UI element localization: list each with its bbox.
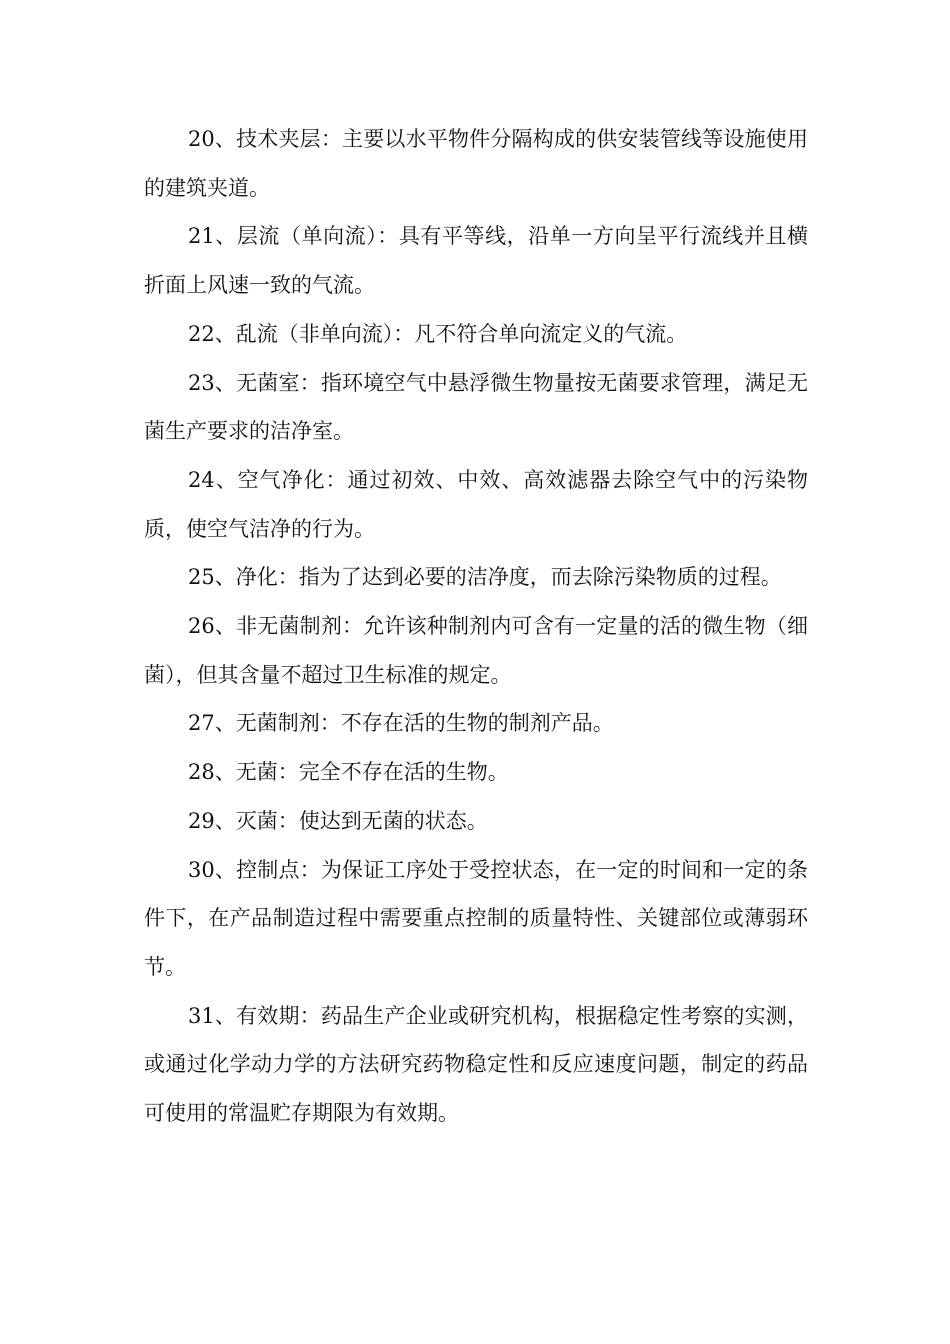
definition-paragraph: 20、技术夹层：主要以水平物件分隔构成的供安装管线等设施使用的建筑夹道。 (144, 127, 808, 200)
definition-paragraph: 29、灭菌：使达到无菌的状态。 (188, 808, 488, 833)
definition-paragraph: 28、无菌：完全不存在活的生物。 (188, 760, 509, 785)
definition-paragraph: 25、净化：指为了达到必要的洁净度，而去除污染物质的过程。 (188, 565, 782, 590)
definition-paragraph: 26、非无菌制剂：允许该种制剂内可含有一定量的活的微生物（细菌），但其含量不超过卫生标准的规定。 (144, 614, 808, 687)
definition-paragraph: 24、空气净化：通过初效、中效、高效滤器去除空气中的污染物质，使空气洁净的行为。 (144, 467, 808, 541)
definition-paragraph: 22、乱流（非单向流）：凡不符合单向流定义的气流。 (188, 321, 688, 346)
definition-paragraph: 27、无菌制剂：不存在活的生物的制剂产品。 (188, 711, 614, 736)
definition-paragraph: 23、无菌室：指环境空气中悬浮微生物量按无菌要求管理，满足无菌生产要求的洁净室。 (144, 370, 808, 444)
document-body (144, 115, 808, 1138)
definition-paragraph: 21、层流（单向流）：具有平等线，沿单一方向呈平行流线并且横折面上风速一致的气流。 (144, 224, 808, 298)
definition-paragraph: 31、有效期：药品生产企业或研究机构，根据稳定性考察的实测，或通过化学动力学的方法研究药物稳定性和反应速度问题，制定的药品可使用的常温贮存期限为有效期。 (144, 1003, 808, 1126)
definition-paragraph: 30、控制点：为保证工序处于受控状态，在一定的时间和一定的条件下，在产品制造过程中需要重点控制的质量特性、关键部位或薄弱环节。 (144, 857, 808, 979)
